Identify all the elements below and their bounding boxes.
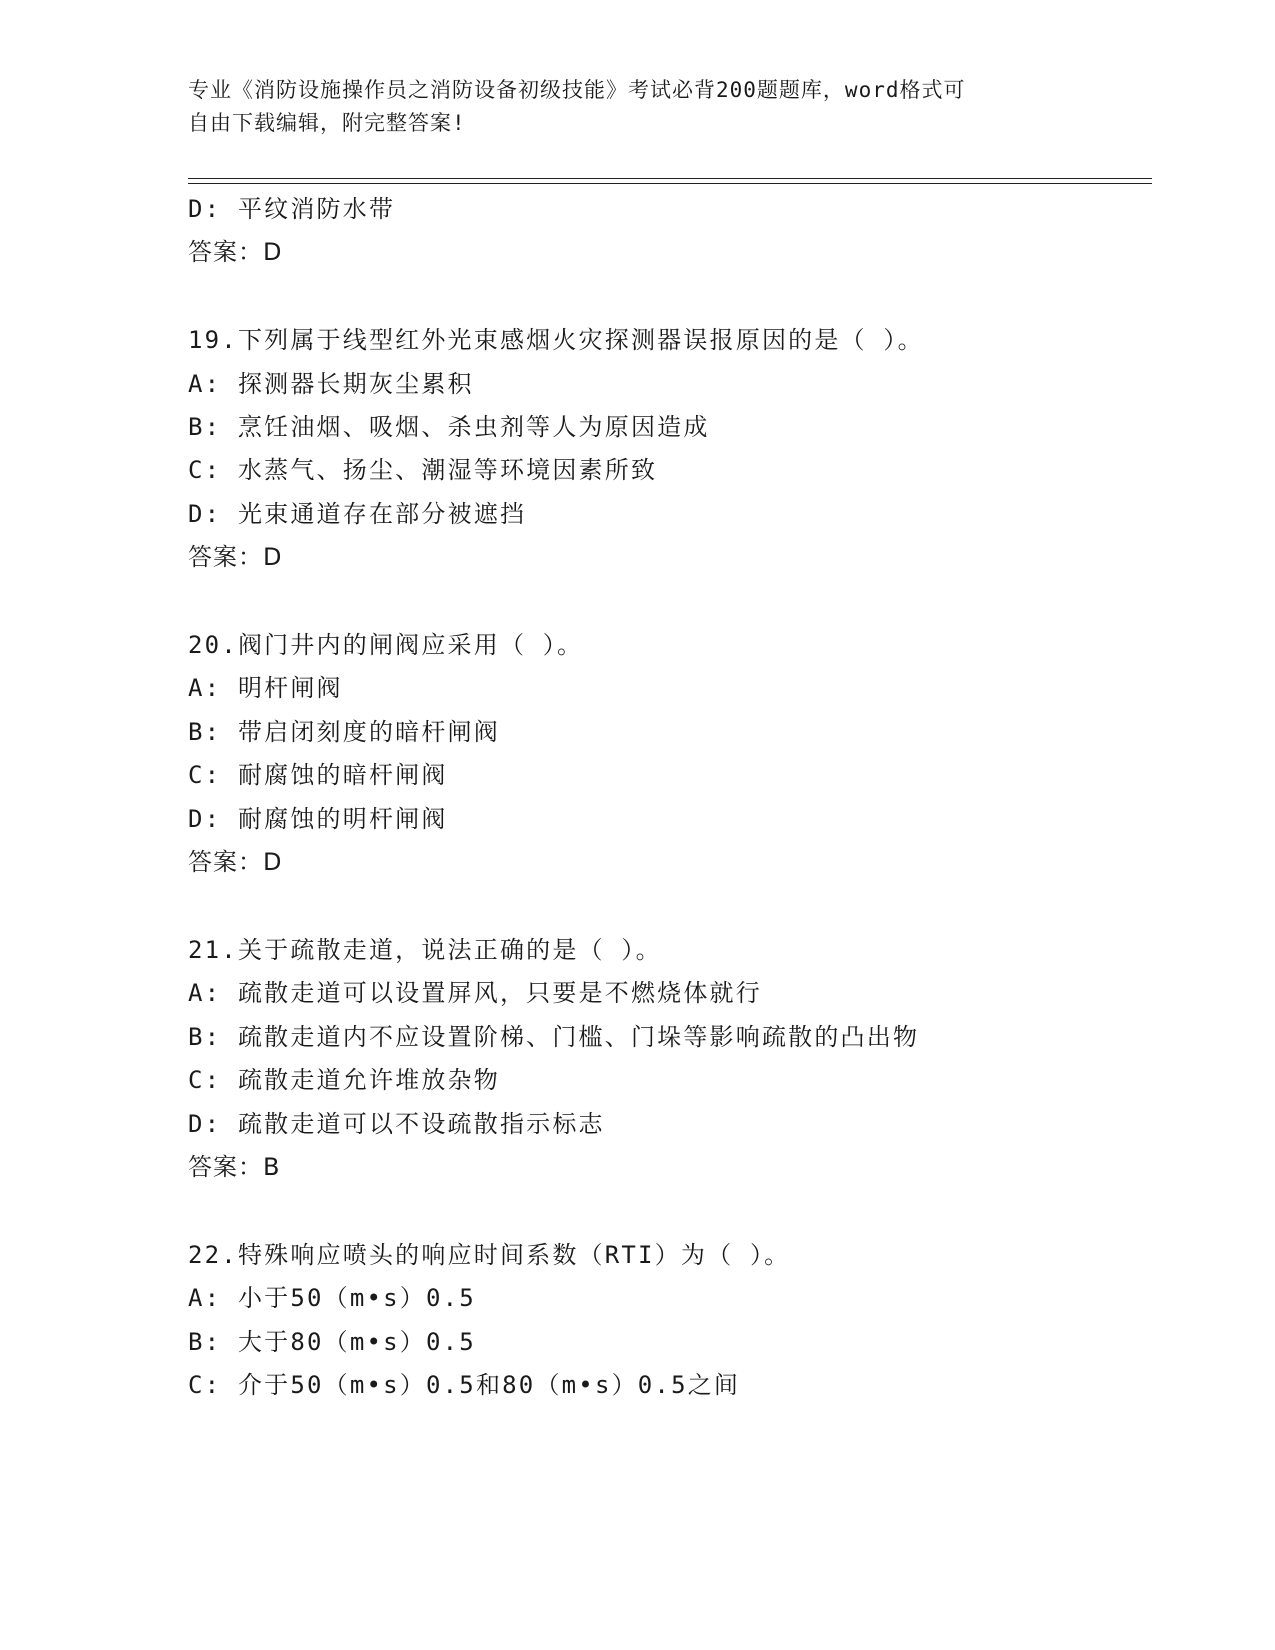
question-text: 22.特殊响应喷头的响应时间系数（RTI）为（ ）。	[188, 1241, 791, 1269]
header-divider-bottom	[188, 183, 1152, 184]
option-d: D: 平纹消防水带	[188, 195, 396, 223]
question-text: 21.关于疏散走道，说法正确的是（ ）。	[188, 936, 662, 964]
option-c: C: 耐腐蚀的暗杆闸阀	[188, 761, 448, 789]
option-d: D: 光束通道存在部分被遮挡	[188, 500, 527, 528]
option-c: C: 疏散走道允许堆放杂物	[188, 1066, 500, 1094]
option-b: B: 烹饪油烟、吸烟、杀虫剂等人为原因造成	[188, 413, 710, 441]
question-text: 19.下列属于线型红外光束感烟火灾探测器误报原因的是（ ）。	[188, 326, 924, 354]
option-b: B: 大于80（m•s）0.5	[188, 1328, 476, 1356]
option-b: B: 疏散走道内不应设置阶梯、门槛、门垛等影响疏散的凸出物	[188, 1023, 920, 1051]
option-a: A: 探测器长期灰尘累积	[188, 370, 474, 398]
option-b: B: 带启闭刻度的暗杆闸阀	[188, 718, 500, 746]
answer: 答案：D	[188, 238, 283, 266]
question-text: 20.阀门井内的闸阀应采用（ ）。	[188, 631, 584, 659]
answer: 答案：B	[188, 1153, 281, 1181]
option-d: D: 耐腐蚀的明杆闸阀	[188, 805, 448, 833]
option-c: C: 水蒸气、扬尘、潮湿等环境因素所致	[188, 456, 658, 484]
answer: 答案：D	[188, 543, 283, 571]
option-d: D: 疏散走道可以不设疏散指示标志	[188, 1110, 605, 1138]
document-header	[188, 74, 1088, 140]
answer: 答案：D	[188, 848, 283, 876]
header-line-2: 自由下载编辑，附完整答案!	[188, 111, 466, 135]
option-a: A: 疏散走道可以设置屏风，只要是不燃烧体就行	[188, 979, 762, 1007]
option-a: A: 小于50（m•s）0.5	[188, 1284, 476, 1312]
header-line-1: 专业《消防设施操作员之消防设备初级技能》考试必背200题题库，word格式可	[188, 78, 966, 102]
header-divider-top	[188, 178, 1152, 179]
option-c: C: 介于50（m•s）0.5和80（m•s）0.5之间	[188, 1371, 741, 1399]
option-a: A: 明杆闸阀	[188, 674, 343, 702]
